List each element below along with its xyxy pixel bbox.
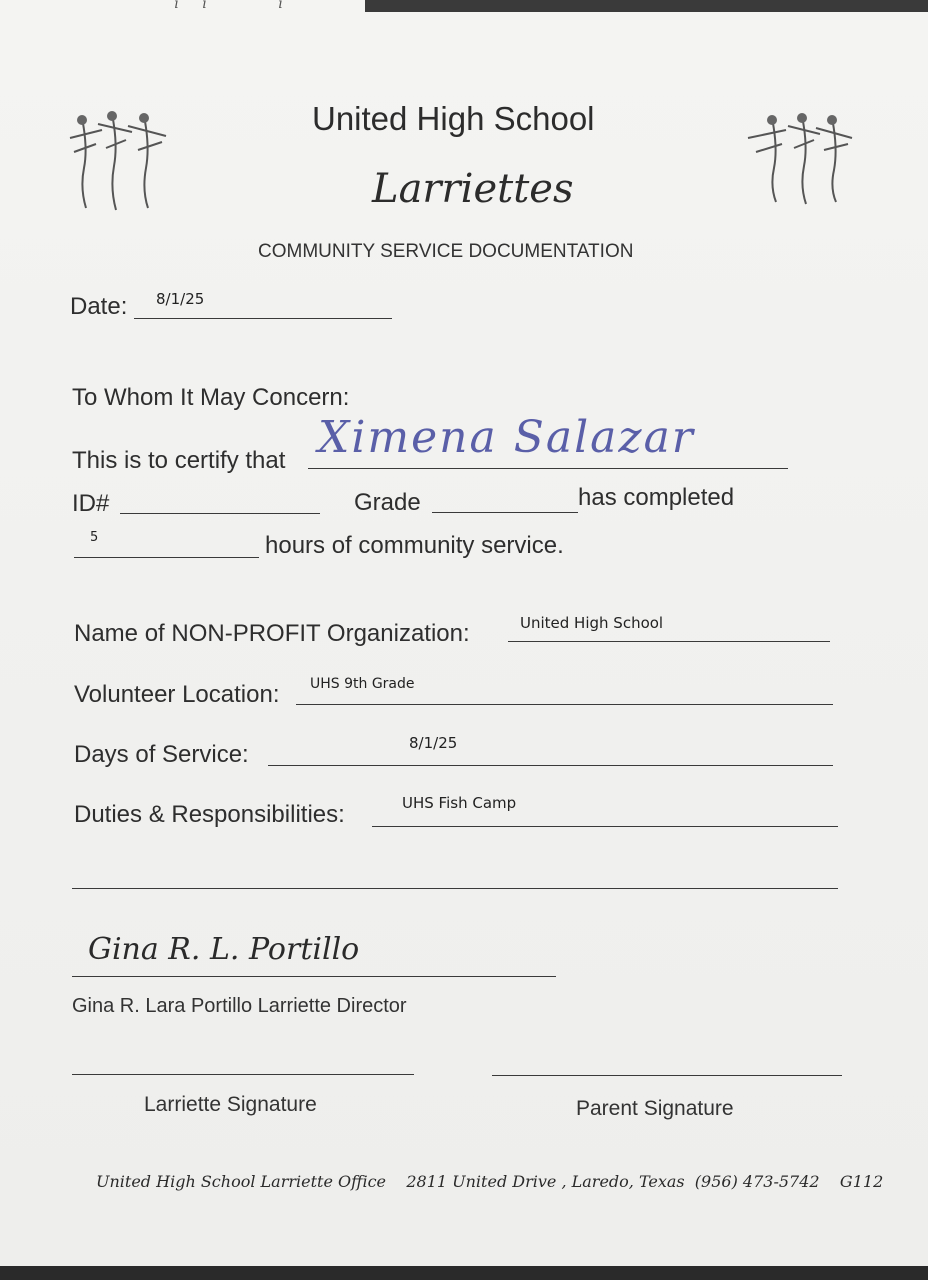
hours-label: hours of community service.: [265, 532, 564, 559]
days-line: [268, 765, 833, 766]
location-value: UHS 9th Grade: [310, 676, 415, 692]
parent-signature-line: [492, 1075, 842, 1076]
director-name: Gina R. Lara Portillo Larriette Director: [72, 995, 407, 1017]
larriette-signature-line: [72, 1074, 414, 1075]
org-value: United High School: [520, 614, 664, 632]
footer-contact: United High School Larriette Office 2811 United Drive , Laredo, Texas (956) 473-5742 G112: [96, 1172, 884, 1191]
director-signature: Gina R. L. Portillo: [88, 932, 360, 967]
student-signature: Ximena Salazar: [318, 412, 695, 463]
org-line: [508, 641, 830, 642]
location-line: [296, 704, 833, 705]
duties-line-2: [72, 888, 838, 889]
parent-signature-label: Parent Signature: [576, 1097, 734, 1120]
grade-line: [432, 512, 578, 513]
bottom-edge-shadow: [0, 1266, 928, 1280]
team-name: Larriettes: [372, 166, 574, 212]
completed-label: has completed: [578, 484, 735, 511]
document-title: COMMUNITY SERVICE DOCUMENTATION: [258, 241, 634, 262]
director-signature-line: [72, 976, 556, 977]
school-name: United High School: [312, 100, 595, 137]
hours-value: 5: [90, 530, 99, 545]
date-label: Date:: [70, 293, 128, 320]
grade-label: Grade: [354, 489, 421, 516]
org-label: Name of NON-PROFIT Organization:: [74, 620, 470, 647]
days-label: Days of Service:: [74, 741, 249, 768]
id-label: ID#: [72, 490, 110, 517]
id-line: [120, 513, 320, 514]
larriette-signature-label: Larriette Signature: [144, 1093, 317, 1116]
duties-line: [372, 826, 838, 827]
date-value: 8/1/25: [156, 290, 205, 308]
student-name-line: [308, 468, 788, 469]
days-value: 8/1/25: [409, 734, 458, 752]
certify-label: This is to certify that: [72, 447, 286, 474]
salutation: To Whom It May Concern:: [72, 384, 350, 411]
hours-line: [74, 557, 259, 558]
larriette-dancers-logo-right: [742, 108, 857, 208]
location-label: Volunteer Location:: [74, 681, 280, 708]
top-edge-shadow: [365, 0, 928, 12]
duties-value: UHS Fish Camp: [402, 794, 517, 812]
date-line: [134, 318, 392, 319]
larriette-dancers-logo-left: [62, 108, 177, 216]
duties-label: Duties & Responsibilities:: [74, 801, 345, 828]
top-edge-marks: ı ı ı: [174, 0, 283, 12]
